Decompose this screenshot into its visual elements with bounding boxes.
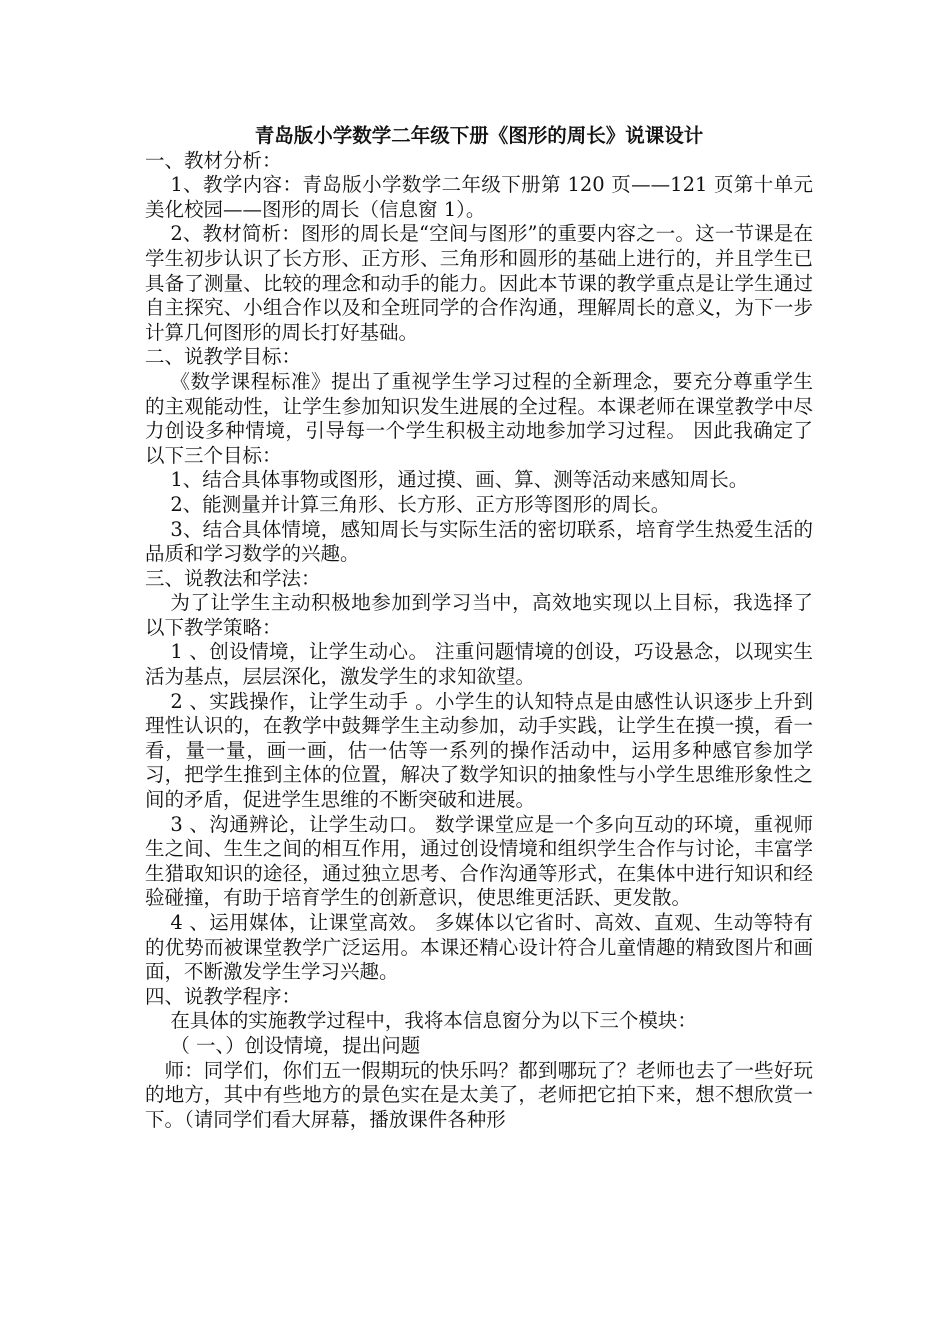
paragraph-3-5: 4 、运用媒体，让课堂高效。 多媒体以它省时、高效、直观、生动等特有的优势而被课堂教学广泛运用。本课还精心设计符合儿童情趣的精致图片和画面，不断激发学生学习兴趣。 [145, 911, 813, 984]
section-heading-4: 四、说教学程序： [145, 984, 302, 1008]
paragraph-2-1: 《数学课程标准》提出了重视学生学习过程的全新理念，要充分尊重学生的主观能动性，让学生参加知识发生进展的全过程。本课老师在课堂教学中尽力创设多种情境，引导每一个学生积极主动地参加学习过程。 因此我确定了以下三个目标： [145, 369, 813, 467]
paragraph-1-2: 2、教材简析：图形的周长是“空间与图形”的重要内容之一。这一节课是在学生初步认识了长方形、正方形、三角形和圆形的基础上进行的，并且学生已具备了测量、比较的理念和动手的能力。因此本节课的教学重点是让学生通过自主探究、小组合作以及和全班同学的合作沟通，理解周长的意义，为下一步计算几何图形的周长打好基础。 [145, 222, 813, 344]
paragraph-4-2: （ 一、）创设情境，提出问题 [170, 1033, 421, 1057]
paragraph-4-1: 在具体的实施教学过程中，我将本信息窗分为以下三个模块： [170, 1009, 697, 1033]
paragraph-2-3: 2、能测量并计算三角形、长方形、正方形等图形的周长。 [170, 492, 671, 516]
paragraph-3-3: 2 、实践操作，让学生动手 。小学生的认知特点是由感性认识逐步上升到理性认识的，在教学中鼓舞学生主动参加，动手实践，让学生在摸一摸，看一看，量一量，画一画，估一估等一系列的操作活动中，运用多种感官参加学习，把学生推到主体的位置，解决了数学知识的抽象性与小学生思维形象性之间的矛盾，促进学生思维的不断突破和进展。 [145, 689, 813, 812]
paragraph-3-2: 1 、创设情境，让学生动心。 注重问题情境的创设，巧设悬念，以现实生活为基点，层层深化，激发学生的求知欲望。 [145, 640, 813, 689]
paragraph-3-1: 为了让学生主动积极地参加到学习当中，高效地实现以上目标，我选择了以下教学策略： [145, 591, 813, 639]
section-heading-3: 三、说教法和学法： [145, 566, 321, 590]
paragraph-2-4: 3、结合具体情境，感知周长与实际生活的密切联系，培育学生热爱生活的品质和学习数学的兴趣。 [145, 517, 813, 566]
document-body [145, 149, 813, 1133]
document-title: 青岛版小学数学二年级下册《图形的周长》说课设计 [254, 124, 704, 147]
document-page [145, 124, 813, 1132]
paragraph-4-3: 师：同学们，你们五一假期玩的快乐吗？都到哪玩了？老师也去了一些好玩的地方，其中有些地方的景色实在是太美了，老师把它拍下来，想不想欣赏一下。（请同学们看大屏幕，播放课件各种形 [145, 1058, 813, 1131]
section-heading-2: 二、说教学目标： [145, 345, 302, 369]
paragraph-1-1: 1、教学内容：青岛版小学数学二年级下册第 120 页——121 页第十单元美化校园——图形的周长（信息窗 1）。 [145, 173, 813, 221]
paragraph-3-4: 3 、沟通辨论，让学生动口。 数学课堂应是一个多向互动的环境，重视师生之间、生生之间的相互作用，通过创设情境和组织学生合作与讨论，丰富学生猎取知识的途径，通过独立思考、合作沟通等形式，在集体中进行知识和经验碰撞，有助于培育学生的创新意识，使思维更活跃、更发散。 [145, 812, 813, 910]
paragraph-2-2: 1、结合具体事物或图形，通过摸、画、算、测等活动来感知周长。 [170, 468, 749, 492]
section-heading-1: 一、教材分析： [145, 148, 282, 172]
